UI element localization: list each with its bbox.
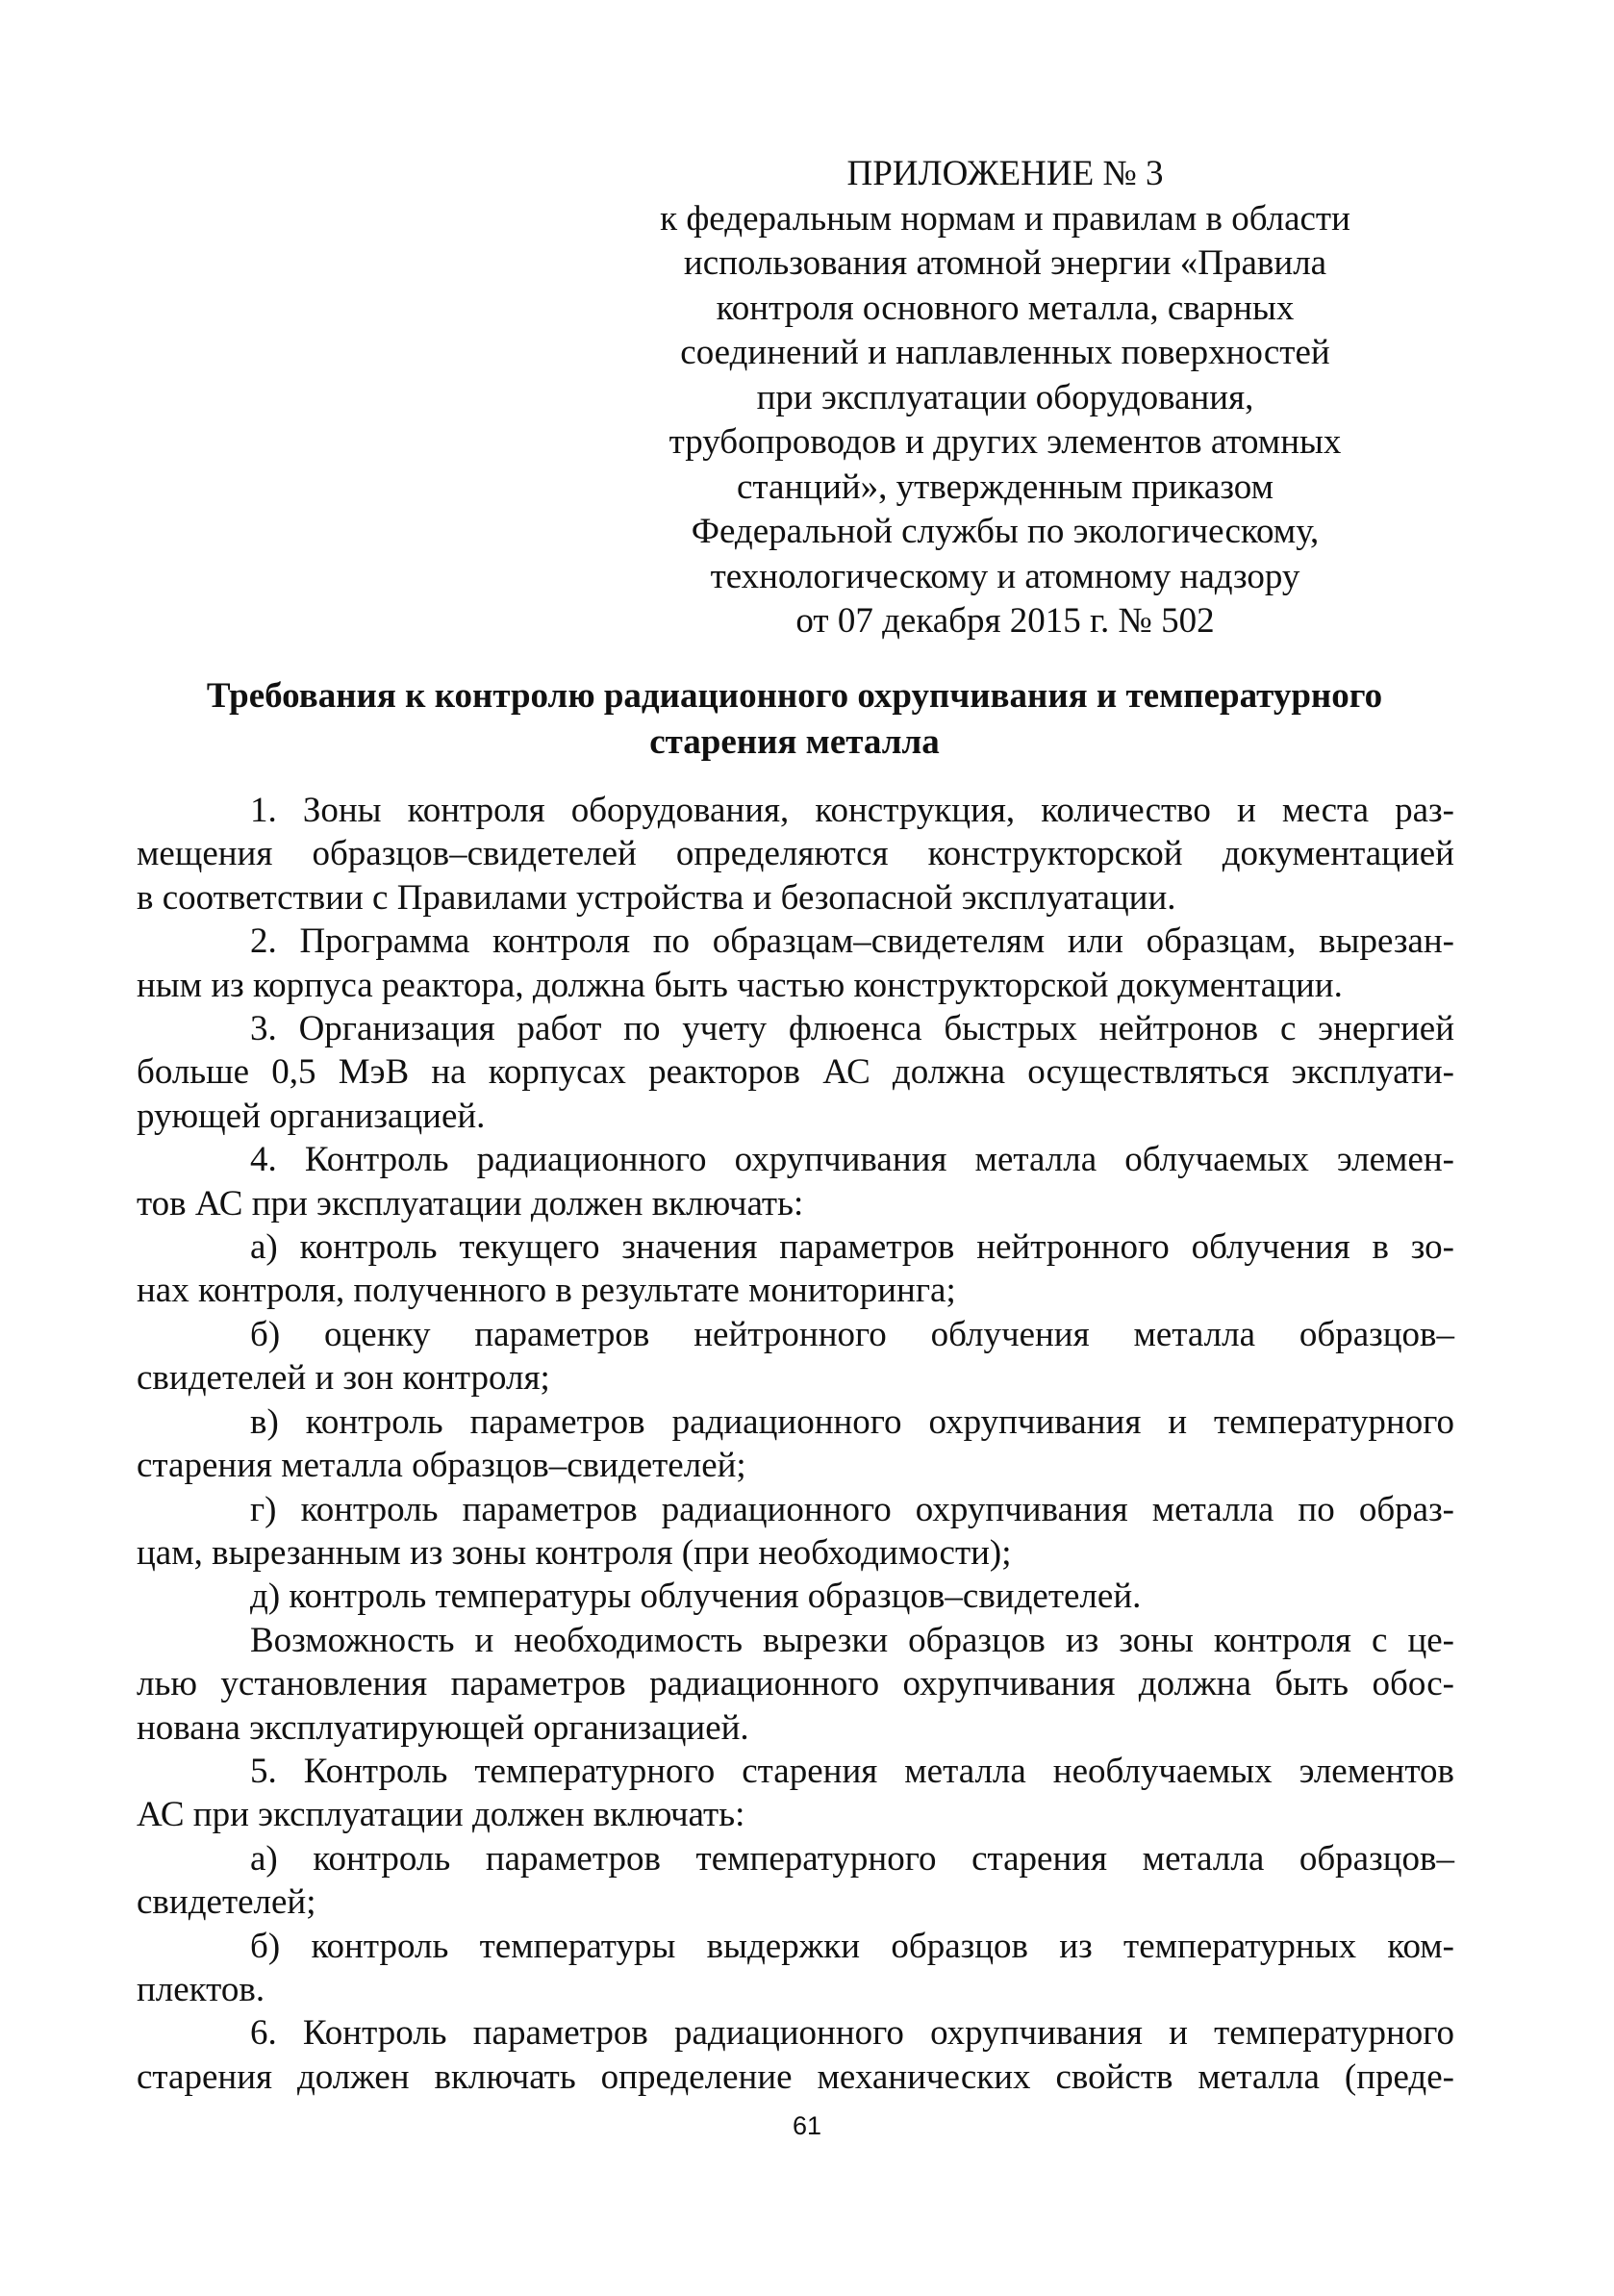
paragraph-1-line: в соответствии с Правилами устройства и безопасной эксплуатации. xyxy=(137,877,1176,918)
list-item-4b-line: б) оценку параметров нейтронного облучения металла образцов– xyxy=(250,1314,1454,1354)
document-body xyxy=(137,789,1454,2099)
appendix-line: трубопроводов и других элементов атомных xyxy=(668,422,1342,462)
paragraph-1-line: мещения образцов–свидетелей определяются конструкторской документацией xyxy=(137,834,1454,874)
list-item-4d-line: г) контроль параметров радиационного охрупчивания металла по образ- xyxy=(250,1489,1454,1529)
list-item-5a-line: а) контроль параметров температурного старения металла образцов– xyxy=(250,1838,1454,1879)
section-title-line: старения металла xyxy=(649,722,940,762)
appendix-date-line: от 07 декабря 2015 г. № 502 xyxy=(795,601,1215,641)
appendix-line: станций», утвержденным приказом xyxy=(737,467,1274,507)
paragraph-cutting-line: Возможность и необходимость вырезки образцов из зоны контроля с це- xyxy=(250,1620,1454,1660)
paragraph-3-line: больше 0,5 МэВ на корпусах реакторов АС должна осуществляться эксплуати- xyxy=(137,1052,1454,1093)
appendix-line: использования атомной энергии «Правила xyxy=(683,243,1327,283)
list-item-4a-line: а) контроль текущего значения параметров нейтронного облучения в зо- xyxy=(250,1227,1454,1268)
appendix-line: технологическому и атомному надзору xyxy=(710,556,1300,596)
list-item-4c-line: старения металла образцов–свидетелей; xyxy=(137,1446,746,1486)
paragraph-5-line: АС при эксплуатации должен включать: xyxy=(137,1795,745,1835)
paragraph-cutting-line: лью установления параметров радиационного охрупчивания должна быть обос- xyxy=(137,1664,1454,1704)
appendix-line: контроля основного металла, сварных xyxy=(716,288,1295,328)
paragraph-5-line: 5. Контроль температурного старения металла необлучаемых элементов xyxy=(250,1751,1454,1791)
appendix-line: соединений и наплавленных поверхностей xyxy=(680,333,1330,372)
paragraph-4-line: 4. Контроль радиационного охрупчивания металла облучаемых элемен- xyxy=(250,1140,1454,1180)
paragraph-2-line: 2. Программа контроля по образцам–свидетелям или образцам, вырезан- xyxy=(250,921,1454,962)
list-item-5b-line: плектов. xyxy=(137,1969,265,2009)
paragraph-cutting-line: нована эксплуатирующей организацией. xyxy=(137,1707,749,1748)
list-item-4c-line: в) контроль параметров радиационного охрупчивания и температурного xyxy=(250,1401,1454,1442)
appendix-line: к федеральным нормам и правилам в области xyxy=(660,198,1350,239)
paragraph-4-line: тов АС при эксплуатации должен включать: xyxy=(137,1183,804,1224)
page-number: 61 xyxy=(792,2111,822,2140)
list-item-5b-line: б) контроль температуры выдержки образцов из температурных ком- xyxy=(250,1926,1454,1966)
appendix-line: при эксплуатации оборудования, xyxy=(756,377,1254,417)
list-item-4d-line: цам, вырезанным из зоны контроля (при необходимости); xyxy=(137,1532,1012,1573)
list-item-5a-line: свидетелей; xyxy=(137,1882,316,1923)
appendix-header xyxy=(616,152,1395,644)
appendix-line: Федеральной службы по экологическому, xyxy=(691,512,1320,551)
paragraph-6-line: 6. Контроль параметров радиационного охрупчивания и температурного xyxy=(250,2013,1454,2054)
appendix-title: ПРИЛОЖЕНИЕ № 3 xyxy=(846,154,1164,193)
section-title xyxy=(135,673,1454,766)
paragraph-6-line: старения должен включать определение механических свойств металла (преде- xyxy=(137,2056,1454,2097)
list-item-4b-line: свидетелей и зон контроля; xyxy=(137,1358,550,1399)
paragraph-3-line: рующей организацией. xyxy=(137,1096,486,1136)
paragraph-3-line: 3. Организация работ по учету флюенса быстрых нейтронов с энергией xyxy=(250,1009,1454,1049)
list-item-4e-line: д) контроль температуры облучения образцов–свидетелей. xyxy=(250,1577,1142,1617)
paragraph-2-line: ным из корпуса реактора, должна быть частью конструкторской документации. xyxy=(137,965,1343,1005)
paragraph-1-line: 1. Зоны контроля оборудования, конструкция, количество и места раз- xyxy=(250,791,1454,830)
list-item-4a-line: нах контроля, полученного в результате мониторинга; xyxy=(137,1271,956,1311)
section-title-line: Требования к контролю радиационного охрупчивания и температурного xyxy=(206,676,1383,716)
